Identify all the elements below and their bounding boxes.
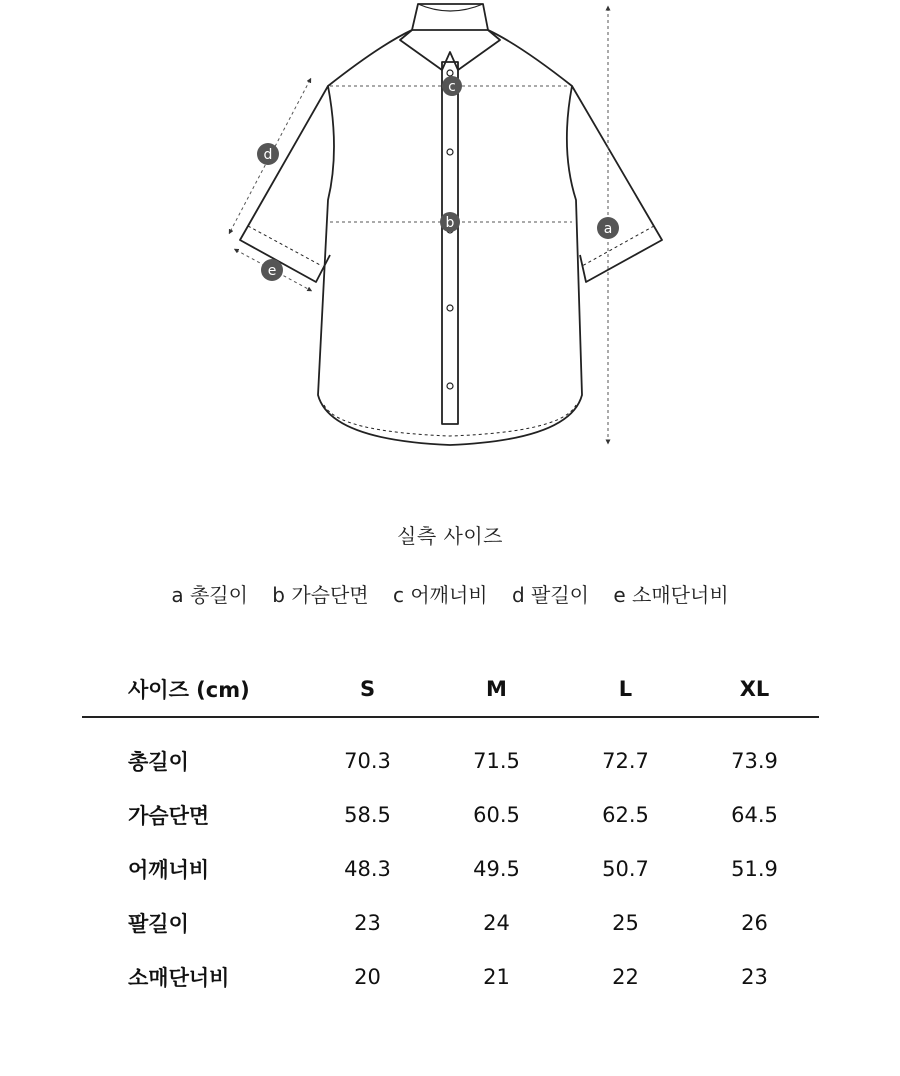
shirt-diagram	[0, 0, 900, 470]
table-cell: 24	[483, 911, 510, 935]
table-cell: 60.5	[473, 803, 520, 827]
table-header-row	[82, 662, 819, 717]
table-row	[82, 717, 819, 788]
legend-item-b: b 가슴단면	[272, 583, 369, 607]
right-sleeve-outline	[572, 86, 662, 282]
table-cell: 20	[354, 965, 381, 989]
table-cell: 71.5	[473, 749, 520, 773]
measure-title: 실측 사이즈	[397, 524, 503, 548]
table-cell: 26	[741, 911, 768, 935]
button-4	[447, 305, 453, 311]
table-cell: 51.9	[731, 857, 778, 881]
table-cell: 70.3	[344, 749, 391, 773]
table-cell: 22	[612, 965, 639, 989]
row-label: 팔길이	[128, 912, 189, 936]
placket-outline	[442, 62, 458, 424]
label-a: a	[603, 221, 613, 237]
table-cell: 48.3	[344, 857, 391, 881]
legend-item-d: d 팔길이	[511, 583, 590, 607]
row-label: 가슴단면	[128, 804, 210, 828]
header-size-s: S	[303, 662, 432, 717]
button-1	[447, 70, 453, 76]
measurement-legend	[0, 579, 900, 608]
label-e: e	[267, 263, 277, 279]
table-cell: 50.7	[602, 857, 649, 881]
legend-item-a: a 총길이	[171, 583, 248, 607]
legend-item-e: e 소매단너비	[613, 583, 729, 607]
legend-item-c: c 어깨너비	[392, 583, 488, 607]
header-size-label: 사이즈 (cm)	[82, 662, 303, 717]
header-size-m: M	[432, 662, 561, 717]
row-label: 소매단너비	[128, 966, 230, 990]
table-cell: 49.5	[473, 857, 520, 881]
row-label: 총길이	[128, 750, 189, 774]
table-row	[82, 788, 819, 842]
button-5	[447, 383, 453, 389]
left-sleeve-outline	[240, 86, 330, 282]
label-b: b	[445, 215, 455, 231]
table-cell: 23	[354, 911, 381, 935]
table-cell: 23	[741, 965, 768, 989]
table-cell: 64.5	[731, 803, 778, 827]
header-size-xl: XL	[690, 662, 819, 717]
table-cell: 62.5	[602, 803, 649, 827]
header-size-l: L	[561, 662, 690, 717]
table-cell: 58.5	[344, 803, 391, 827]
table-cell: 73.9	[731, 749, 778, 773]
collar-outline	[400, 4, 500, 70]
table-cell: 72.7	[602, 749, 649, 773]
table-row	[82, 950, 819, 1004]
table-row	[82, 842, 819, 896]
button-2	[447, 149, 453, 155]
table-cell: 25	[612, 911, 639, 935]
row-label: 어깨너비	[128, 858, 210, 882]
label-d: d	[263, 147, 273, 163]
table-cell: 21	[483, 965, 510, 989]
table-row	[82, 896, 819, 950]
label-c: c	[448, 79, 456, 95]
size-table	[82, 662, 819, 1004]
